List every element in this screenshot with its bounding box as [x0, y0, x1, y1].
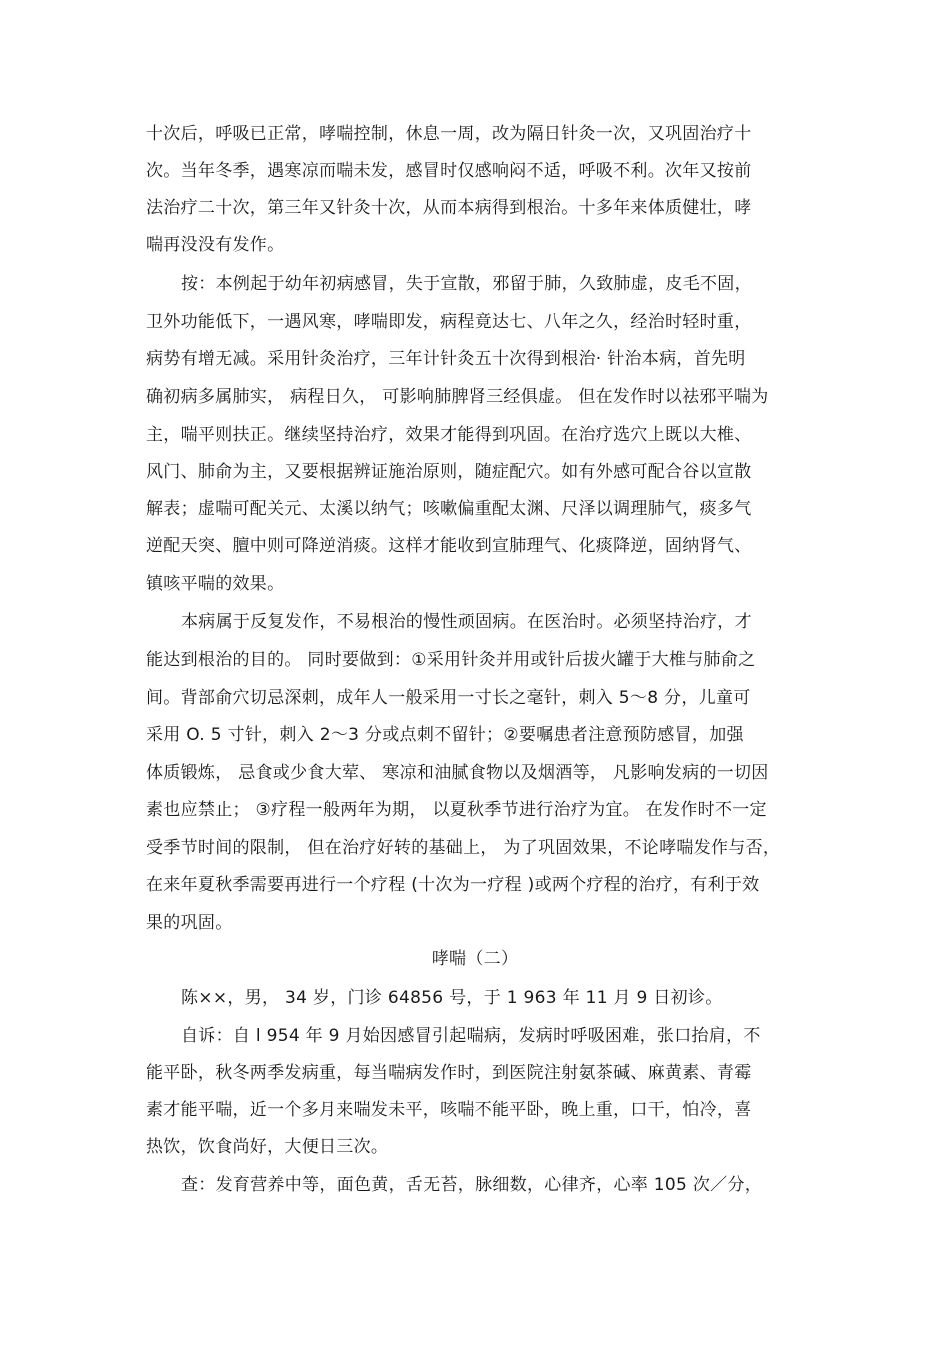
text-line: 在来年夏秋季需要再进行一个疗程 (十次为一疗程 )或两个疗程的治疗，有利于效: [146, 875, 760, 895]
text-line: 素也应禁止； ③疗程一般两年为期， 以夏秋季节进行治疗为宜。 在发作时不一定: [146, 800, 767, 820]
paragraph-start-line: 陈××，男， 34 岁，门诊 64856 号，于 1 963 年 11 月 9 日初诊。: [181, 988, 723, 1008]
text-line: 采用 O. 5 寸针，刺入 2～3 分或点刺不留针；②要嘱患者注意预防感冒，加强: [146, 725, 744, 745]
text-line: 风门、肺俞为主，又要根据辨证施治原则，随症配穴。如有外感可配合谷以宣散: [146, 462, 752, 482]
text-line: 次。当年冬季，遇寒凉而喘未发，感冒时仅感响闷不适，呼吸不利。次年又按前: [146, 161, 752, 181]
text-line: 喘再没没有发作。: [146, 235, 285, 255]
section-heading: 哮喘（二）: [431, 949, 519, 969]
text-line: 间。背部俞穴切忌深刺，成年人一般采用一寸长之毫针，刺入 5～8 分，儿童可: [146, 688, 751, 708]
text-line: 镇咳平喘的效果。: [146, 574, 285, 594]
text-line: 素才能平喘，近一个多月来喘发未平，咳喘不能平卧，晚上重，口干，怕冷，喜: [146, 1100, 752, 1120]
paragraph-start-line: 自诉：自 l 954 年 9 月始因感冒引起喘病，发病时呼吸困难，张口抬肩，不: [181, 1026, 761, 1046]
text-line: 病势有增无减。采用针灸治疗，三年计针灸五十次得到根治· 针治本病，首先明: [146, 349, 746, 369]
text-line: 卫外功能低下，一遇风寒，哮喘即发，病程竟达七、八年之久，经治时轻时重，: [146, 312, 752, 332]
paragraph-start-line: 查：发育营养中等，面色黄，舌无苔，脉细数，心律齐，心率 105 次／分，: [181, 1175, 763, 1195]
text-line: 主，喘平则扶正。继续坚持治疗，效果才能得到巩固。在治疗选穴上既以大椎、: [146, 425, 752, 445]
text-line: 热饮，饮食尚好，大便日三次。: [146, 1137, 389, 1157]
text-line: 十次后，呼吸已正常，哮喘控制，休息一周，改为隔日针灸一次，又巩固治疗十: [146, 124, 752, 144]
text-line: 逆配天突、膻中则可降逆消痰。这样才能收到宣肺理气、化痰降逆，固纳肾气、: [146, 536, 752, 556]
text-line: 解表；虚喘可配关元、太溪以纳气；咳嗽偏重配太渊、尺泽以调理肺气，痰多气: [146, 499, 752, 519]
text-line: 能达到根治的目的。 同时要做到：①采用针灸并用或针后拔火罐于大椎与肺俞之: [146, 650, 756, 670]
paragraph-start-line: 本病属于反复发作，不易根治的慢性顽固病。在医治时。必须坚持治疗，才: [181, 612, 752, 632]
text-line: 法治疗二十次，第三年又针灸十次，从而本病得到根治。十多年来体质健壮，哮: [146, 198, 752, 218]
text-line: 体质锻炼， 忌食或少食大荤、 寒凉和油腻食物以及烟酒等， 凡影响发病的一切因: [146, 763, 769, 783]
text-line: 确初病多属肺实， 病程日久， 可影响肺脾肾三经俱虚。 但在发作时以祛邪平喘为: [146, 387, 769, 407]
text-line: 果的巩固。: [146, 913, 233, 933]
paragraph-start-line: 按：本例起于幼年初病感冒，失于宣散，邪留于肺，久致肺虚，皮毛不固，: [181, 274, 752, 294]
text-line: 受季节时间的限制， 但在治疗好转的基础上， 为了巩固效果，不论哮喘发作与否，: [146, 838, 781, 858]
text-line: 能平卧，秋冬两季发病重，每当喘病发作时，到医院注射氨茶碱、麻黄素、青霉: [146, 1063, 752, 1083]
